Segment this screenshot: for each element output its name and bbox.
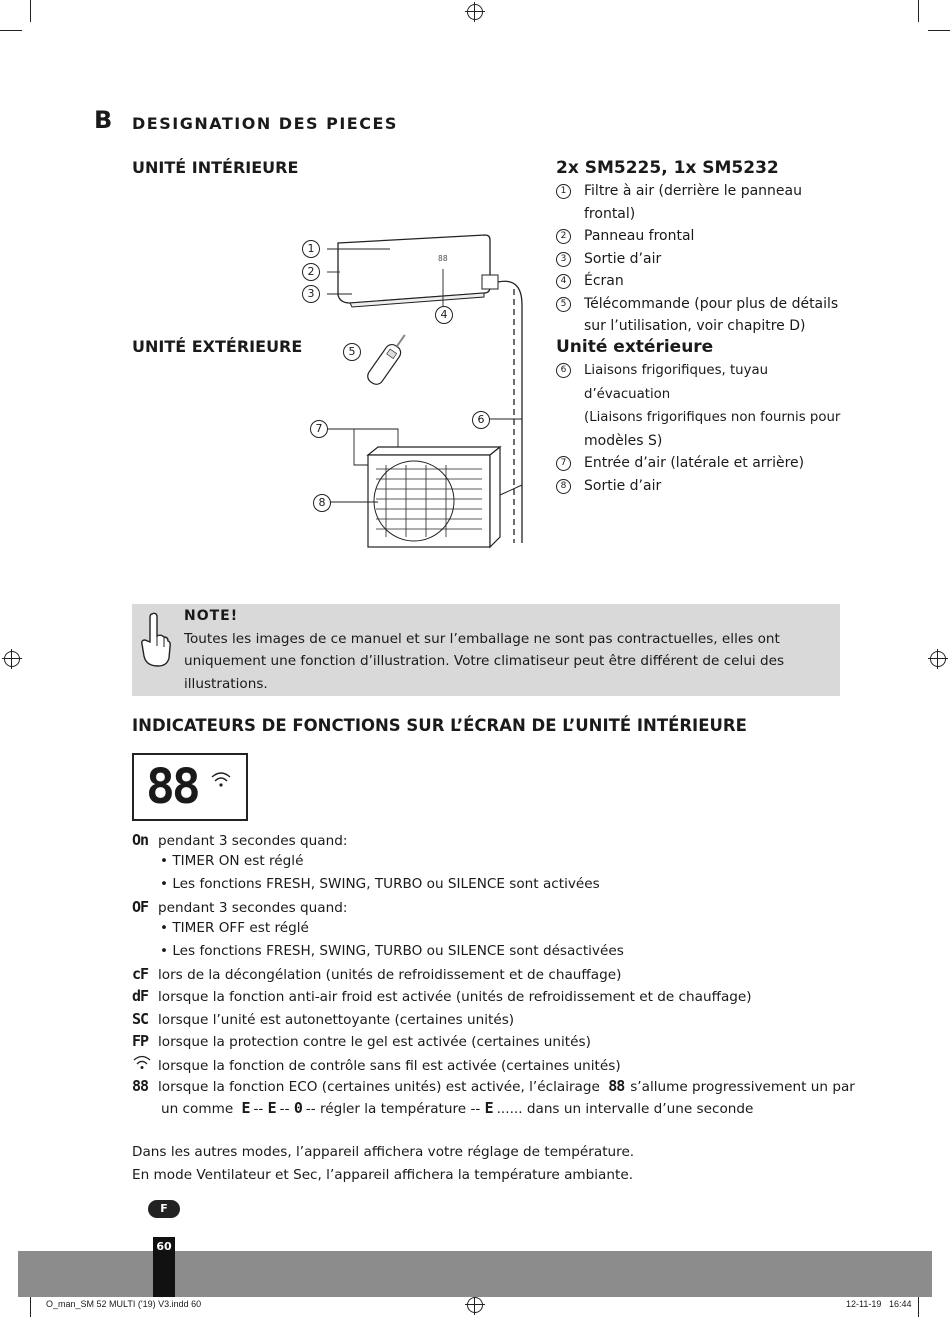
eco-text: -- [279, 1101, 290, 1117]
models-heading: 2x SM5225, 1x SM5232 [556, 158, 779, 178]
registration-mark-icon [930, 651, 946, 667]
function-row [132, 1077, 855, 1095]
print-date: 12-11-19 [846, 1299, 882, 1309]
function-text: lors de la décongélation (unités de refroidissement et de chauffage) [158, 967, 622, 983]
outdoor-heading: UNITÉ EXTÉRIEURE [132, 337, 303, 356]
section-letter: B [94, 106, 113, 134]
list-item [556, 430, 841, 453]
display-panel [132, 753, 248, 821]
callout-4: 4 [435, 306, 453, 324]
part-label: sur l’utilisation, voir chapitre D) [584, 318, 806, 334]
segment-glyph: dF [132, 987, 149, 1005]
function-text: lorsque la fonction anti-air froid est activée (unités de refroidissement et de chauffage) [158, 989, 752, 1005]
callout-5: 5 [343, 343, 361, 361]
wifi-icon [132, 1054, 158, 1074]
list-item [556, 293, 841, 316]
eco-text: -- régler la température -- [305, 1101, 481, 1117]
function-row [132, 987, 752, 1005]
segment-glyph: E [267, 1099, 276, 1117]
section-title: DESIGNATION DES PIECES [132, 114, 398, 133]
registration-mark-icon [4, 651, 20, 667]
list-item [556, 180, 841, 225]
list-item [556, 452, 841, 475]
bullet-item: • Les fonctions FRESH, SWING, TURBO ou SILENCE sont désactivées [160, 943, 624, 959]
outdoor-parts-list [556, 359, 841, 497]
number-marker: 2 [556, 229, 571, 244]
display-text: 88 [438, 254, 448, 263]
segment-glyph: 88 [608, 1077, 625, 1095]
segment-glyph: cF [132, 965, 149, 983]
part-label: Sortie d’air [584, 477, 662, 494]
crop-mark [30, 0, 31, 22]
crop-mark [0, 30, 22, 31]
part-label: modèles S) [584, 432, 663, 449]
wifi-icon [210, 769, 232, 789]
segment-glyph: 0 [293, 1099, 302, 1117]
function-row [132, 1010, 514, 1028]
callout-1: 1 [302, 240, 320, 258]
functions-heading: INDICATEURS DE FONCTIONS SUR L’ÉCRAN DE L’UNITÉ INTÉRIEURE [132, 716, 747, 735]
function-text: lorsque l’unité est autonettoyante (certaines unités) [158, 1012, 515, 1028]
pointing-hand-icon [138, 610, 172, 668]
function-text: pendant 3 secondes quand: [158, 833, 348, 849]
list-item [556, 270, 841, 293]
segment-glyph: 88 [132, 1077, 149, 1095]
segment-glyph: E [241, 1099, 250, 1117]
part-label: Écran [584, 273, 624, 289]
registration-mark-icon [467, 1297, 483, 1313]
note-label: NOTE! [184, 608, 239, 624]
part-label: Panneau frontal [584, 228, 695, 244]
function-text: lorsque la protection contre le gel est activée (certaines unités) [158, 1034, 591, 1050]
callout-6: 6 [472, 411, 490, 429]
bullet-item: • Les fonctions FRESH, SWING, TURBO ou SILENCE sont activées [160, 876, 600, 892]
number-marker: 3 [556, 252, 571, 267]
registration-mark-icon [467, 4, 483, 20]
display-digits: 88 [146, 759, 198, 815]
remote-control-drawing [365, 330, 411, 387]
function-text: s’allume progressivement un par [630, 1079, 855, 1095]
segment-glyph: SC [132, 1010, 149, 1028]
bullet-item: • TIMER OFF est réglé [160, 920, 309, 936]
callout-3: 3 [302, 285, 320, 303]
closing-text: Dans les autres modes, l’appareil affichera votre réglage de température. [132, 1144, 635, 1160]
eco-text: un comme [161, 1101, 234, 1117]
number-marker: 5 [556, 297, 571, 312]
eco-text: -- [253, 1101, 264, 1117]
number-marker: 6 [556, 363, 571, 378]
outdoor-subheading: Unité extérieure [556, 337, 714, 357]
function-row [132, 898, 347, 916]
part-label: Entrée d’air (latérale et arrière) [584, 455, 805, 471]
list-item [556, 248, 841, 271]
part-label: (Liaisons frigorifiques non fournis pour [584, 410, 841, 425]
callout-8: 8 [313, 494, 331, 512]
segment-glyph: E [484, 1099, 493, 1117]
segment-glyph: OF [132, 898, 149, 916]
callout-2: 2 [302, 263, 320, 281]
function-row [132, 1054, 621, 1074]
number-marker: 7 [556, 456, 571, 471]
list-item [556, 359, 841, 406]
note-text-line1: Toutes les images de ce manuel et sur l’emballage ne sont pas contractuelles, elles ont [184, 631, 780, 647]
page-number: 60 [156, 1240, 172, 1253]
segment-glyph: FP [132, 1032, 149, 1050]
eco-text: ...... dans un intervalle d’une seconde [496, 1101, 754, 1117]
crop-mark [918, 1296, 919, 1317]
list-item [556, 475, 841, 498]
indoor-heading: UNITÉ INTÉRIEURE [132, 158, 299, 177]
segment-glyph: On [132, 831, 149, 849]
indoor-parts-list [556, 180, 841, 338]
note-text-line2: uniquement une fonction d’illustration. Votre climatiseur peut être différent de celui des [184, 653, 785, 669]
function-row [132, 1032, 591, 1050]
function-text: lorsque la fonction de contrôle sans fil est activée (certaines unités) [158, 1058, 621, 1074]
function-row [132, 831, 347, 849]
closing-text: En mode Ventilateur et Sec, l’appareil affichera la température ambiante. [132, 1167, 634, 1183]
language-badge: F [148, 1200, 180, 1218]
list-item [556, 406, 841, 430]
part-label: Sortie d’air [584, 250, 662, 267]
outdoor-unit-drawing [368, 447, 522, 547]
list-item [556, 315, 841, 338]
part-label: Filtre à air (derrière le panneau frontal) [584, 183, 802, 222]
number-marker: 1 [556, 184, 571, 199]
crop-mark [918, 0, 919, 22]
number-marker: 8 [556, 479, 571, 494]
eco-sequence-row [161, 1099, 753, 1117]
note-text-line3: illustrations. [184, 676, 268, 692]
number-marker: 4 [556, 274, 571, 289]
print-time: 16:44 [889, 1299, 912, 1309]
list-item [556, 225, 841, 248]
file-name: O_man_SM 52 MULTI ('19) V3.indd 60 [46, 1299, 202, 1309]
part-label: Télécommande (pour plus de détails [584, 295, 839, 312]
crop-mark [928, 30, 950, 31]
crop-mark [30, 1296, 31, 1317]
part-label: Liaisons frigorifiques, tuyau d’évacuation [584, 363, 769, 402]
function-row [132, 965, 621, 983]
note-box [132, 604, 840, 696]
callout-7: 7 [310, 420, 328, 438]
function-text: pendant 3 secondes quand: [158, 900, 348, 916]
function-text: lorsque la fonction ECO (certaines unités) est activée, l’éclairage [158, 1079, 600, 1095]
bullet-item: • TIMER ON est réglé [160, 853, 304, 869]
